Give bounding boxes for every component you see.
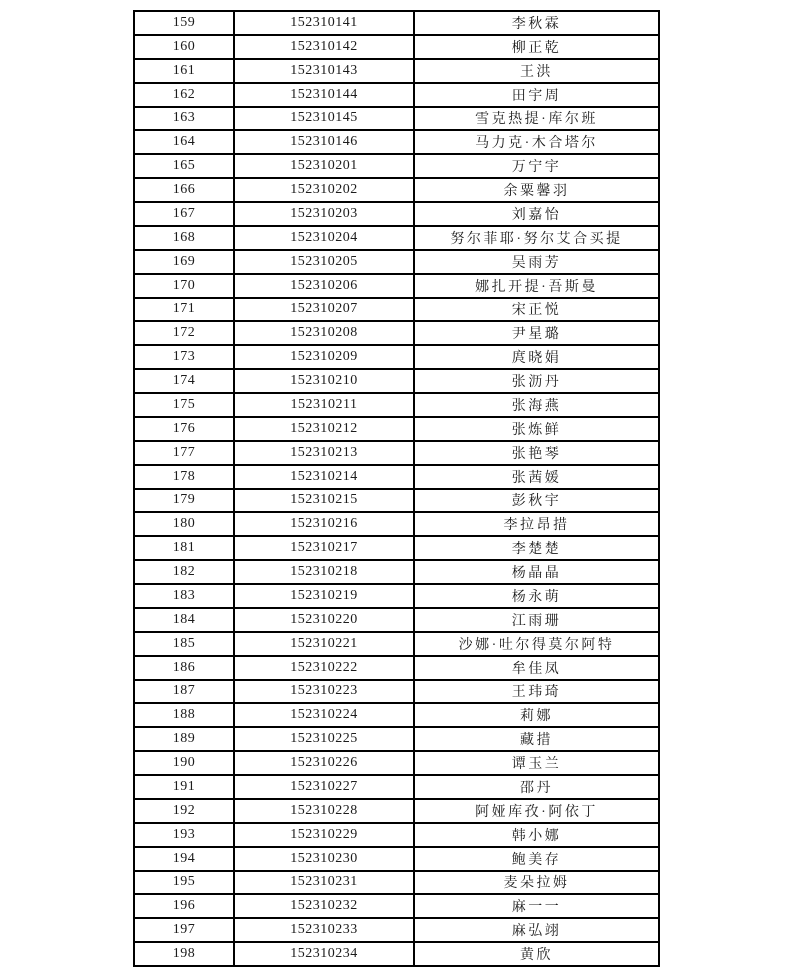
student-name-cell: 江雨珊 (414, 608, 659, 632)
student-name-cell: 麦朵拉姆 (414, 871, 659, 895)
student-name-cell: 柳正乾 (414, 35, 659, 59)
table-row (134, 83, 659, 107)
table-row (134, 560, 659, 584)
row-number-cell: 196 (134, 894, 234, 918)
row-number-cell: 181 (134, 536, 234, 560)
student-name-cell: 麻弘翊 (414, 918, 659, 942)
row-number-cell: 185 (134, 632, 234, 656)
table-row (134, 369, 659, 393)
table-row (134, 274, 659, 298)
row-number-cell: 190 (134, 751, 234, 775)
table-row (134, 130, 659, 154)
row-number-cell: 172 (134, 321, 234, 345)
student-name-cell: 牟佳凤 (414, 656, 659, 680)
student-name-cell: 李秋霖 (414, 11, 659, 35)
table-row (134, 11, 659, 35)
table-row (134, 298, 659, 322)
student-name-cell: 王玮琦 (414, 680, 659, 704)
student-id-cell: 152310218 (234, 560, 414, 584)
table-row (134, 680, 659, 704)
table-row (134, 536, 659, 560)
row-number-cell: 168 (134, 226, 234, 250)
student-id-cell: 152310144 (234, 83, 414, 107)
student-name-cell: 韩小娜 (414, 823, 659, 847)
student-id-cell: 152310232 (234, 894, 414, 918)
student-name-cell: 谭玉兰 (414, 751, 659, 775)
row-number-cell: 184 (134, 608, 234, 632)
student-id-cell: 152310228 (234, 799, 414, 823)
table-row (134, 799, 659, 823)
row-number-cell: 194 (134, 847, 234, 871)
student-id-cell: 152310146 (234, 130, 414, 154)
roster-table-body (134, 11, 659, 966)
student-id-cell: 152310210 (234, 369, 414, 393)
row-number-cell: 170 (134, 274, 234, 298)
student-name-cell: 李拉昂措 (414, 512, 659, 536)
table-row (134, 942, 659, 966)
row-number-cell: 174 (134, 369, 234, 393)
row-number-cell: 159 (134, 11, 234, 35)
student-id-cell: 152310231 (234, 871, 414, 895)
student-id-cell: 152310225 (234, 727, 414, 751)
student-id-cell: 152310143 (234, 59, 414, 83)
table-row (134, 871, 659, 895)
row-number-cell: 160 (134, 35, 234, 59)
row-number-cell: 175 (134, 393, 234, 417)
table-row (134, 393, 659, 417)
student-id-cell: 152310234 (234, 942, 414, 966)
row-number-cell: 182 (134, 560, 234, 584)
table-row (134, 465, 659, 489)
student-id-cell: 152310216 (234, 512, 414, 536)
row-number-cell: 198 (134, 942, 234, 966)
student-name-cell: 藏措 (414, 727, 659, 751)
student-name-cell: 刘嘉怡 (414, 202, 659, 226)
table-row (134, 321, 659, 345)
student-id-cell: 152310217 (234, 536, 414, 560)
table-row (134, 178, 659, 202)
student-id-cell: 152310212 (234, 417, 414, 441)
row-number-cell: 192 (134, 799, 234, 823)
table-row (134, 894, 659, 918)
student-id-cell: 152310224 (234, 703, 414, 727)
student-name-cell: 张艳琴 (414, 441, 659, 465)
student-id-cell: 152310207 (234, 298, 414, 322)
row-number-cell: 188 (134, 703, 234, 727)
student-name-cell: 尹星璐 (414, 321, 659, 345)
student-id-cell: 152310206 (234, 274, 414, 298)
row-number-cell: 197 (134, 918, 234, 942)
row-number-cell: 163 (134, 107, 234, 131)
row-number-cell: 186 (134, 656, 234, 680)
student-name-cell: 李楚楚 (414, 536, 659, 560)
student-id-cell: 152310214 (234, 465, 414, 489)
student-name-cell: 张茜媛 (414, 465, 659, 489)
student-name-cell: 庹晓娟 (414, 345, 659, 369)
student-name-cell: 莉娜 (414, 703, 659, 727)
student-name-cell: 张炼鲜 (414, 417, 659, 441)
row-number-cell: 161 (134, 59, 234, 83)
student-id-cell: 152310222 (234, 656, 414, 680)
table-row (134, 727, 659, 751)
row-number-cell: 167 (134, 202, 234, 226)
student-name-cell: 雪克热提·库尔班 (414, 107, 659, 131)
student-name-cell: 张海燕 (414, 393, 659, 417)
table-row (134, 489, 659, 513)
student-id-cell: 152310208 (234, 321, 414, 345)
student-roster-table (133, 10, 660, 967)
table-row (134, 584, 659, 608)
student-name-cell: 麻一一 (414, 894, 659, 918)
table-row (134, 107, 659, 131)
student-id-cell: 152310221 (234, 632, 414, 656)
table-row (134, 823, 659, 847)
row-number-cell: 166 (134, 178, 234, 202)
student-id-cell: 152310211 (234, 393, 414, 417)
student-name-cell: 余粟馨羽 (414, 178, 659, 202)
student-id-cell: 152310141 (234, 11, 414, 35)
table-row (134, 918, 659, 942)
student-id-cell: 152310229 (234, 823, 414, 847)
table-row (134, 847, 659, 871)
table-row (134, 35, 659, 59)
student-id-cell: 152310226 (234, 751, 414, 775)
student-id-cell: 152310213 (234, 441, 414, 465)
student-name-cell: 宋正悦 (414, 298, 659, 322)
row-number-cell: 169 (134, 250, 234, 274)
student-id-cell: 152310201 (234, 154, 414, 178)
table-row (134, 632, 659, 656)
row-number-cell: 176 (134, 417, 234, 441)
table-row (134, 656, 659, 680)
row-number-cell: 165 (134, 154, 234, 178)
student-id-cell: 152310219 (234, 584, 414, 608)
student-name-cell: 沙娜·吐尔得莫尔阿特 (414, 632, 659, 656)
student-name-cell: 张沥丹 (414, 369, 659, 393)
student-name-cell: 杨永萌 (414, 584, 659, 608)
row-number-cell: 180 (134, 512, 234, 536)
row-number-cell: 178 (134, 465, 234, 489)
student-name-cell: 邵丹 (414, 775, 659, 799)
row-number-cell: 189 (134, 727, 234, 751)
student-id-cell: 152310220 (234, 608, 414, 632)
table-row (134, 250, 659, 274)
student-id-cell: 152310142 (234, 35, 414, 59)
student-id-cell: 152310202 (234, 178, 414, 202)
student-name-cell: 阿娅库孜·阿依丁 (414, 799, 659, 823)
row-number-cell: 164 (134, 130, 234, 154)
student-name-cell: 王洪 (414, 59, 659, 83)
row-number-cell: 173 (134, 345, 234, 369)
student-id-cell: 152310233 (234, 918, 414, 942)
student-name-cell: 杨晶晶 (414, 560, 659, 584)
table-row (134, 751, 659, 775)
row-number-cell: 171 (134, 298, 234, 322)
row-number-cell: 191 (134, 775, 234, 799)
table-row (134, 441, 659, 465)
student-name-cell: 彭秋宇 (414, 489, 659, 513)
student-id-cell: 152310215 (234, 489, 414, 513)
student-name-cell: 万宁宇 (414, 154, 659, 178)
student-name-cell: 娜扎开提·吾斯曼 (414, 274, 659, 298)
table-row (134, 202, 659, 226)
student-name-cell: 鲍美存 (414, 847, 659, 871)
student-id-cell: 152310204 (234, 226, 414, 250)
student-id-cell: 152310203 (234, 202, 414, 226)
row-number-cell: 183 (134, 584, 234, 608)
table-row (134, 345, 659, 369)
row-number-cell: 179 (134, 489, 234, 513)
row-number-cell: 162 (134, 83, 234, 107)
row-number-cell: 177 (134, 441, 234, 465)
table-row (134, 608, 659, 632)
table-row (134, 59, 659, 83)
table-row (134, 775, 659, 799)
table-row (134, 226, 659, 250)
row-number-cell: 193 (134, 823, 234, 847)
table-row (134, 512, 659, 536)
student-name-cell: 田宇周 (414, 83, 659, 107)
row-number-cell: 187 (134, 680, 234, 704)
student-id-cell: 152310230 (234, 847, 414, 871)
table-row (134, 154, 659, 178)
student-id-cell: 152310227 (234, 775, 414, 799)
student-name-cell: 马力克·木合塔尔 (414, 130, 659, 154)
row-number-cell: 195 (134, 871, 234, 895)
student-name-cell: 黄欣 (414, 942, 659, 966)
student-id-cell: 152310145 (234, 107, 414, 131)
student-name-cell: 努尔菲耶·努尔艾合买提 (414, 226, 659, 250)
student-id-cell: 152310205 (234, 250, 414, 274)
table-row (134, 703, 659, 727)
student-id-cell: 152310223 (234, 680, 414, 704)
student-name-cell: 吴雨芳 (414, 250, 659, 274)
student-id-cell: 152310209 (234, 345, 414, 369)
table-row (134, 417, 659, 441)
